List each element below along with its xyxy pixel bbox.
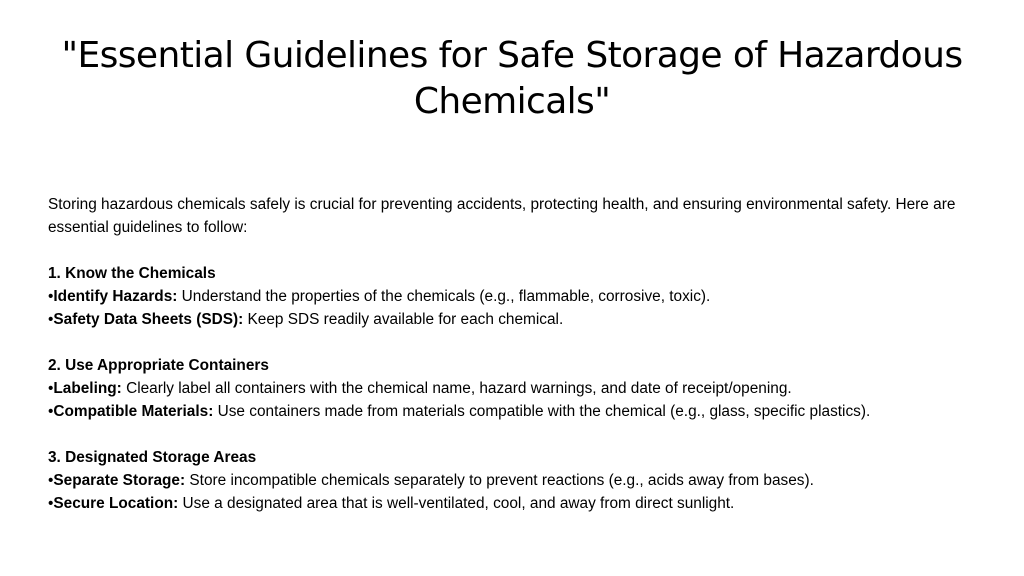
section-heading-containers: 2. Use Appropriate Containers <box>48 357 269 374</box>
bullet-secure-location <box>48 492 998 515</box>
bullet-term: Separate Storage: <box>53 472 186 489</box>
bullet-marker: • <box>48 311 54 328</box>
bullet-term: Secure Location: <box>53 495 179 512</box>
bullet-safety-data-sheets <box>48 308 998 331</box>
bullet-text: Clearly label all containers with the chemical name, hazard warnings, and date of receipt/opening. <box>121 380 792 397</box>
section-heading-know-chemicals: 1. Know the Chemicals <box>48 265 216 282</box>
bullet-marker: • <box>48 403 54 420</box>
bullet-marker: • <box>48 495 54 512</box>
bullet-text: Store incompatible chemicals separately to prevent reactions (e.g., acids away from bases). <box>185 472 814 489</box>
bullet-compatible-materials <box>48 400 998 423</box>
bullet-marker: • <box>48 380 54 397</box>
spacer <box>48 423 998 446</box>
slide-title: "Essential Guidelines for Safe Storage of Hazardous Chemicals" <box>61 35 963 122</box>
section-heading-storage-areas: 3. Designated Storage Areas <box>48 449 257 466</box>
bullet-text: Use a designated area that is well-ventilated, cool, and away from direct sunlight. <box>178 495 735 512</box>
bullet-marker: • <box>48 288 54 305</box>
bullet-term: Compatible Materials: <box>53 403 214 420</box>
spacer <box>48 239 998 262</box>
bullet-separate-storage <box>48 469 998 492</box>
bullet-text: Use containers made from materials compatible with the chemical (e.g., glass, specific plastics). <box>213 403 871 420</box>
bullet-text: Understand the properties of the chemicals (e.g., flammable, corrosive, toxic). <box>177 288 711 305</box>
spacer <box>48 331 998 354</box>
bullet-labeling <box>48 377 998 400</box>
bullet-term: Identify Hazards: <box>53 288 178 305</box>
intro-paragraph: Storing hazardous chemicals safely is crucial for preventing accidents, protecting health, and ensuring environmental safety. Here are essential guidelines to follow: <box>48 196 956 236</box>
bullet-term: Labeling: <box>53 380 122 397</box>
bullet-text: Keep SDS readily available for each chemical. <box>243 311 564 328</box>
bullet-marker: • <box>48 472 54 489</box>
bullet-identify-hazards <box>48 285 998 308</box>
slide-body <box>48 193 998 515</box>
bullet-term: Safety Data Sheets (SDS): <box>53 311 244 328</box>
